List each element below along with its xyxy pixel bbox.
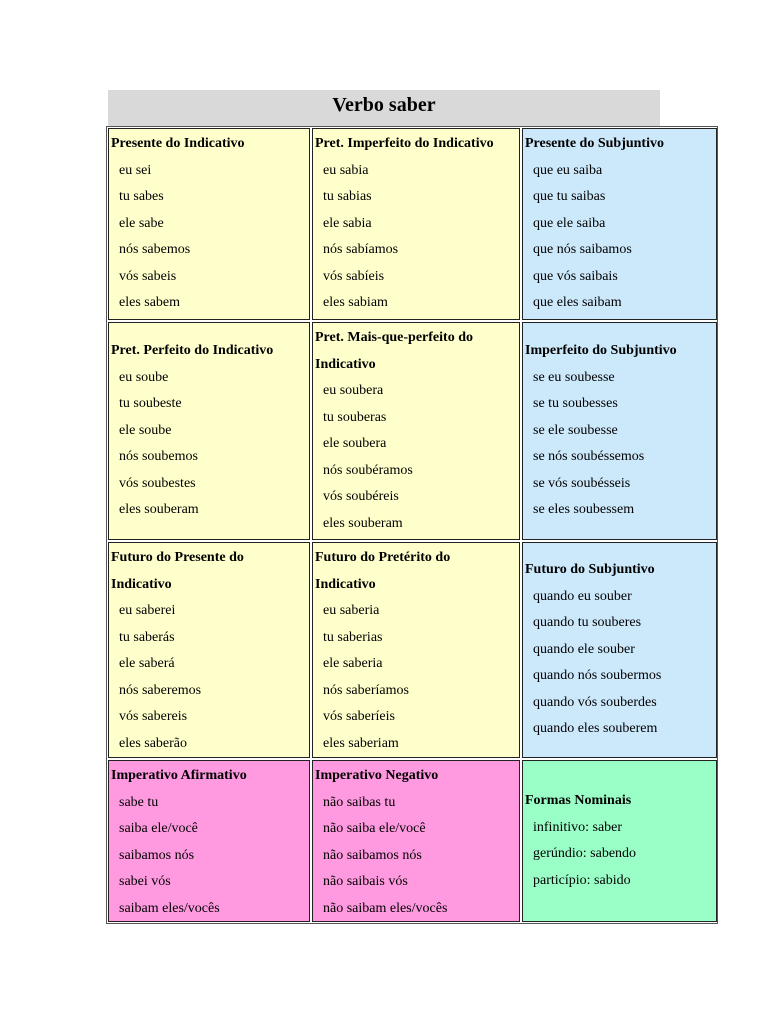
list-item: se ele soubesse [533, 422, 618, 438]
list-item: vós soubestes [119, 475, 196, 491]
cell-imperativo-negativo [312, 760, 520, 922]
cell-title: Imperativo Negativo [315, 768, 439, 783]
list-item: quando tu souberes [533, 615, 642, 631]
list-item: ele sabe [119, 215, 164, 231]
list-item: eu soubera [323, 383, 384, 398]
list-item: que ele saiba [533, 215, 606, 231]
list-item: que vós saibais [533, 268, 618, 284]
list-item: vós sabeis [119, 268, 177, 284]
list-item: eles souberam [119, 502, 199, 518]
list-item: infinitivo: saber [533, 819, 623, 835]
list-item: eu saberei [119, 603, 176, 618]
list-item: quando ele souber [533, 641, 635, 657]
list-item: que eu saiba [533, 162, 603, 178]
list-item: eles saberão [119, 735, 188, 751]
list-item: tu sabias [323, 189, 372, 204]
list-item: nós saberemos [119, 682, 202, 698]
list-item: se eles soubessem [533, 502, 635, 518]
list-item: tu sabes [119, 189, 164, 204]
list-item: eles sabem [119, 295, 181, 310]
list-item: não saiba ele/você [323, 821, 426, 836]
list-item: nós saberíamos [323, 682, 409, 698]
list-item: nós soubéramos [323, 462, 413, 478]
list-item: sabe tu [119, 794, 159, 810]
cell-title: Presente do Subjuntivo [525, 136, 664, 151]
list-item: gerúndio: sabendo [533, 846, 637, 861]
list-item: tu soubeste [119, 396, 182, 412]
list-item: ele saberá [119, 656, 175, 671]
cell-title: Imperativo Afirmativo [111, 768, 247, 783]
list-item: eles souberam [323, 515, 403, 531]
list-item: tu saberias [323, 629, 383, 645]
cell-title-continued: Indicativo [315, 576, 376, 592]
list-item: que nós saibamos [533, 242, 632, 257]
list-item: que tu saibas [533, 189, 606, 204]
list-item: se vós soubésseis [533, 475, 631, 491]
conjugation-table [106, 126, 718, 924]
list-item: eu sei [119, 162, 152, 178]
cell-title: Futuro do Presente do [111, 550, 244, 565]
list-item: ele saberia [323, 656, 383, 671]
cell-title-continued: Indicativo [111, 576, 172, 592]
list-item: eles sabiam [323, 295, 388, 310]
list-item: vós sabereis [119, 709, 188, 724]
cell-pret-perfeito-indicativo [108, 322, 310, 540]
list-item: não saibam eles/vocês [323, 900, 448, 916]
page-title: Verbo saber [332, 94, 436, 116]
list-item: vós soubéreis [323, 489, 399, 504]
list-item: quando vós souberdes [533, 694, 657, 710]
cell-title: Pret. Imperfeito do Indicativo [315, 136, 494, 151]
list-item: tu souberas [323, 409, 387, 425]
list-item: vós saberíeis [323, 709, 395, 724]
list-item: ele sabia [323, 215, 372, 231]
list-item: particípio: sabido [533, 872, 631, 888]
list-item: nós sabíamos [323, 242, 399, 257]
list-item: que eles saibam [533, 295, 622, 310]
cell-imperativo-afirmativo [108, 760, 310, 922]
list-item: eles saberiam [323, 735, 399, 751]
list-item: não saibas tu [323, 794, 396, 810]
cell-title: Pret. Mais-que-perfeito do [315, 330, 473, 345]
list-item: quando eles souberem [533, 721, 658, 737]
list-item: eu sabia [323, 162, 369, 178]
cell-presente-indicativo [108, 128, 310, 320]
cell-title: Imperfeito do Subjuntivo [525, 343, 677, 359]
list-item: saiba ele/você [119, 821, 198, 836]
list-item: se eu soubesse [533, 369, 615, 385]
cell-formas-nominais [522, 760, 717, 922]
list-item: não saibamos nós [323, 847, 422, 863]
cell-pret-mais-que-perfeito-indicativo [312, 322, 520, 540]
list-item: quando nós soubermos [533, 668, 662, 684]
cell-title: Presente do Indicativo [111, 136, 245, 151]
list-item: nós soubemos [119, 449, 198, 465]
cell-futuro-subjuntivo [522, 542, 717, 758]
list-item: ele soubera [323, 436, 387, 451]
cell-title: Futuro do Pretérito do [315, 550, 451, 565]
cell-imperfeito-subjuntivo [522, 322, 717, 540]
list-item: tu saberás [119, 629, 175, 645]
cell-title: Pret. Perfeito do Indicativo [111, 343, 274, 359]
list-item: eu saberia [323, 603, 380, 618]
cell-presente-subjuntivo [522, 128, 717, 320]
list-item: ele soube [119, 422, 172, 438]
list-item: saibamos nós [119, 847, 195, 863]
cell-title: Futuro do Subjuntivo [525, 562, 655, 578]
cell-futuro-presente-indicativo [108, 542, 310, 758]
list-item: eu soube [119, 369, 169, 385]
list-item: quando eu souber [533, 588, 632, 604]
list-item: vós sabíeis [323, 268, 385, 284]
list-item: nós sabemos [119, 242, 191, 257]
cell-futuro-preterito-indicativo [312, 542, 520, 758]
list-item: sabei vós [119, 874, 171, 889]
cell-pret-imperfeito-indicativo [312, 128, 520, 320]
title-bar [108, 90, 660, 126]
list-item: se nós soubéssemos [533, 449, 645, 465]
list-item: saibam eles/vocês [119, 900, 220, 916]
cell-title-continued: Indicativo [315, 356, 376, 372]
list-item: se tu soubesses [533, 396, 618, 412]
cell-title: Formas Nominais [525, 793, 632, 808]
list-item: não saibais vós [323, 874, 408, 889]
